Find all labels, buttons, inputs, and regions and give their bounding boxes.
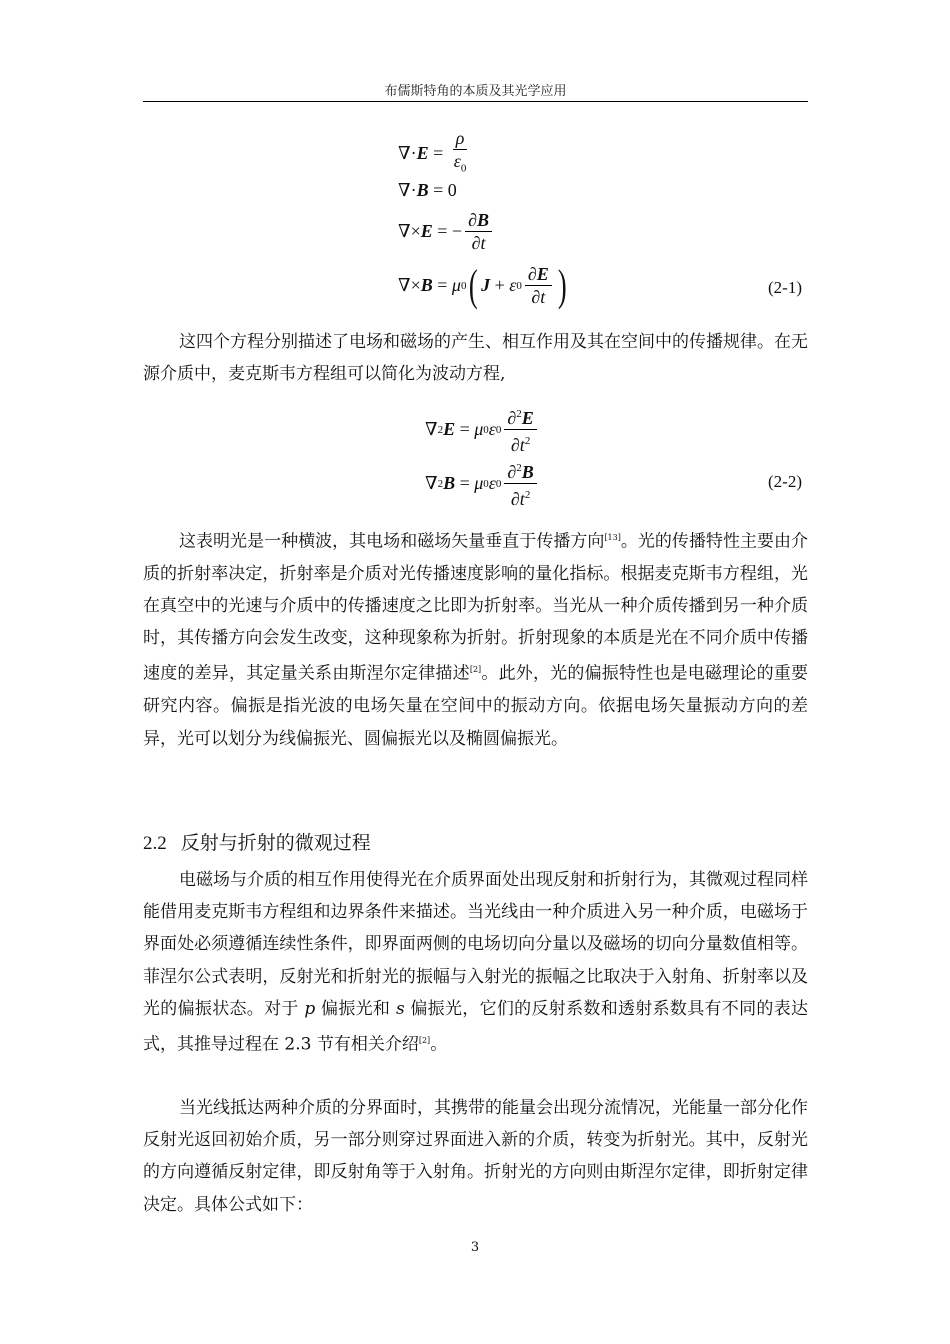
- paragraph-4: 当光线抵达两种介质的分界面时，其携带的能量会出现分流情况，光能量一部分化作反射光返回初始介质，另一部分则穿过界面进入新的介质，转变为折射光。其中，反射光的方向遵循反射定律，即反射角等于入射角。折射光的方向则由斯涅尔定律，即折射定律决定。具体公式如下：: [143, 1098, 808, 1215]
- s-polarization-symbol: s: [395, 998, 405, 1019]
- equation-number-2-1: (2-1): [768, 278, 802, 297]
- paragraph-2-text-c: 。此外，光的偏振特性也是电磁理论的重要研究内容。偏振是指光波的电场矢量在空间中的振动方向。依据电场矢量振动方向的差异，光可以划分为线偏振光、圆偏振光以及椭圆偏振光。: [143, 664, 808, 749]
- section-heading: [143, 828, 371, 855]
- wave-equation-e: ∇ 2 E = μ 0 ε 0 $\frac{\partial^2E}{\partial t^2}$: [425, 404, 540, 455]
- faraday-law-equation: ∇× E = − $\frac{\partial B}{\partial t}$: [398, 210, 495, 253]
- section-number: 2.2: [143, 833, 167, 854]
- gauss-law-equation: ∇· E = $\frac{\rho}{\varepsilon_0}$: [398, 128, 467, 175]
- citation-13: [13]: [604, 533, 621, 542]
- paragraph-3-text-c: 偏振光，它们的反射系数和透射系数具有不同的表达式，其推导过程在 2.3 节有相关介绍: [143, 998, 809, 1055]
- paragraph-3-text-a: 电磁场与介质的相互作用使得光在介质界面处出现反射和折射行为，其微观过程同样能借用麦克斯韦方程组和边界条件来描述。当光线由一种介质进入另一种介质，电磁场于界面处必须遵循连续性条件，即界面两侧的电场切向分量以及磁场的切向分量数值相等。菲涅尔公式表明，反射光和折射光的振幅与入射光的振幅之比取决于入射角、折射率以及光的偏振状态。对于: [143, 870, 808, 1019]
- page-number: 3: [470, 1240, 480, 1255]
- paragraph-3-text-b: 偏振光和: [315, 998, 396, 1019]
- citation-2b: [2]: [418, 1036, 431, 1046]
- paragraph-3: [143, 864, 808, 1061]
- citation-2: [2]: [469, 665, 482, 675]
- running-header: 布儒斯特角的本质及其光学应用: [384, 84, 567, 99]
- paragraph-2-text-a: 这表明光是一种横波，其电场和磁场矢量垂直于传播方向: [179, 531, 605, 552]
- ampere-law-equation: ∇× B = μ 0 ( J + ε 0 $\frac{\partial E}{\partial t}$ ): [398, 260, 567, 310]
- paragraph-1: 这四个方程分别描述了电场和磁场的产生、相互作用及其在空间中的传播规律。在无源介质中，麦克斯韦方程组可以简化为波动方程,: [143, 332, 808, 385]
- section-title: 反射与折射的微观过程: [180, 832, 371, 854]
- wave-equation-b: ∇ 2 B = μ 0 ε 0 $\frac{\partial^2B}{\partial t^2}$: [425, 458, 540, 509]
- equation-number-2-2: (2-2): [768, 472, 802, 491]
- p-polarization-symbol: p: [304, 998, 316, 1019]
- paragraph-2-text-b: 。光的传播特性主要由介质的折射率决定，折射率是介质对光传播速度影响的量化指标。根据麦克斯韦方程组，光在真空中的光速与介质中的传播速度之比即为折射率。当光从一种介质传播到另一种介质时，其传播方向会发生改变，这种现象称为折射。折射现象的本质是光在不同介质中传播速度的差异，其定量关系由斯涅尔定律描述: [143, 531, 809, 685]
- paragraph-3-text-d: 。: [430, 1034, 448, 1055]
- paragraph-2: [143, 522, 808, 755]
- gauss-magnetism-equation: ∇· B = 0: [398, 180, 457, 200]
- header-rule: [143, 101, 808, 102]
